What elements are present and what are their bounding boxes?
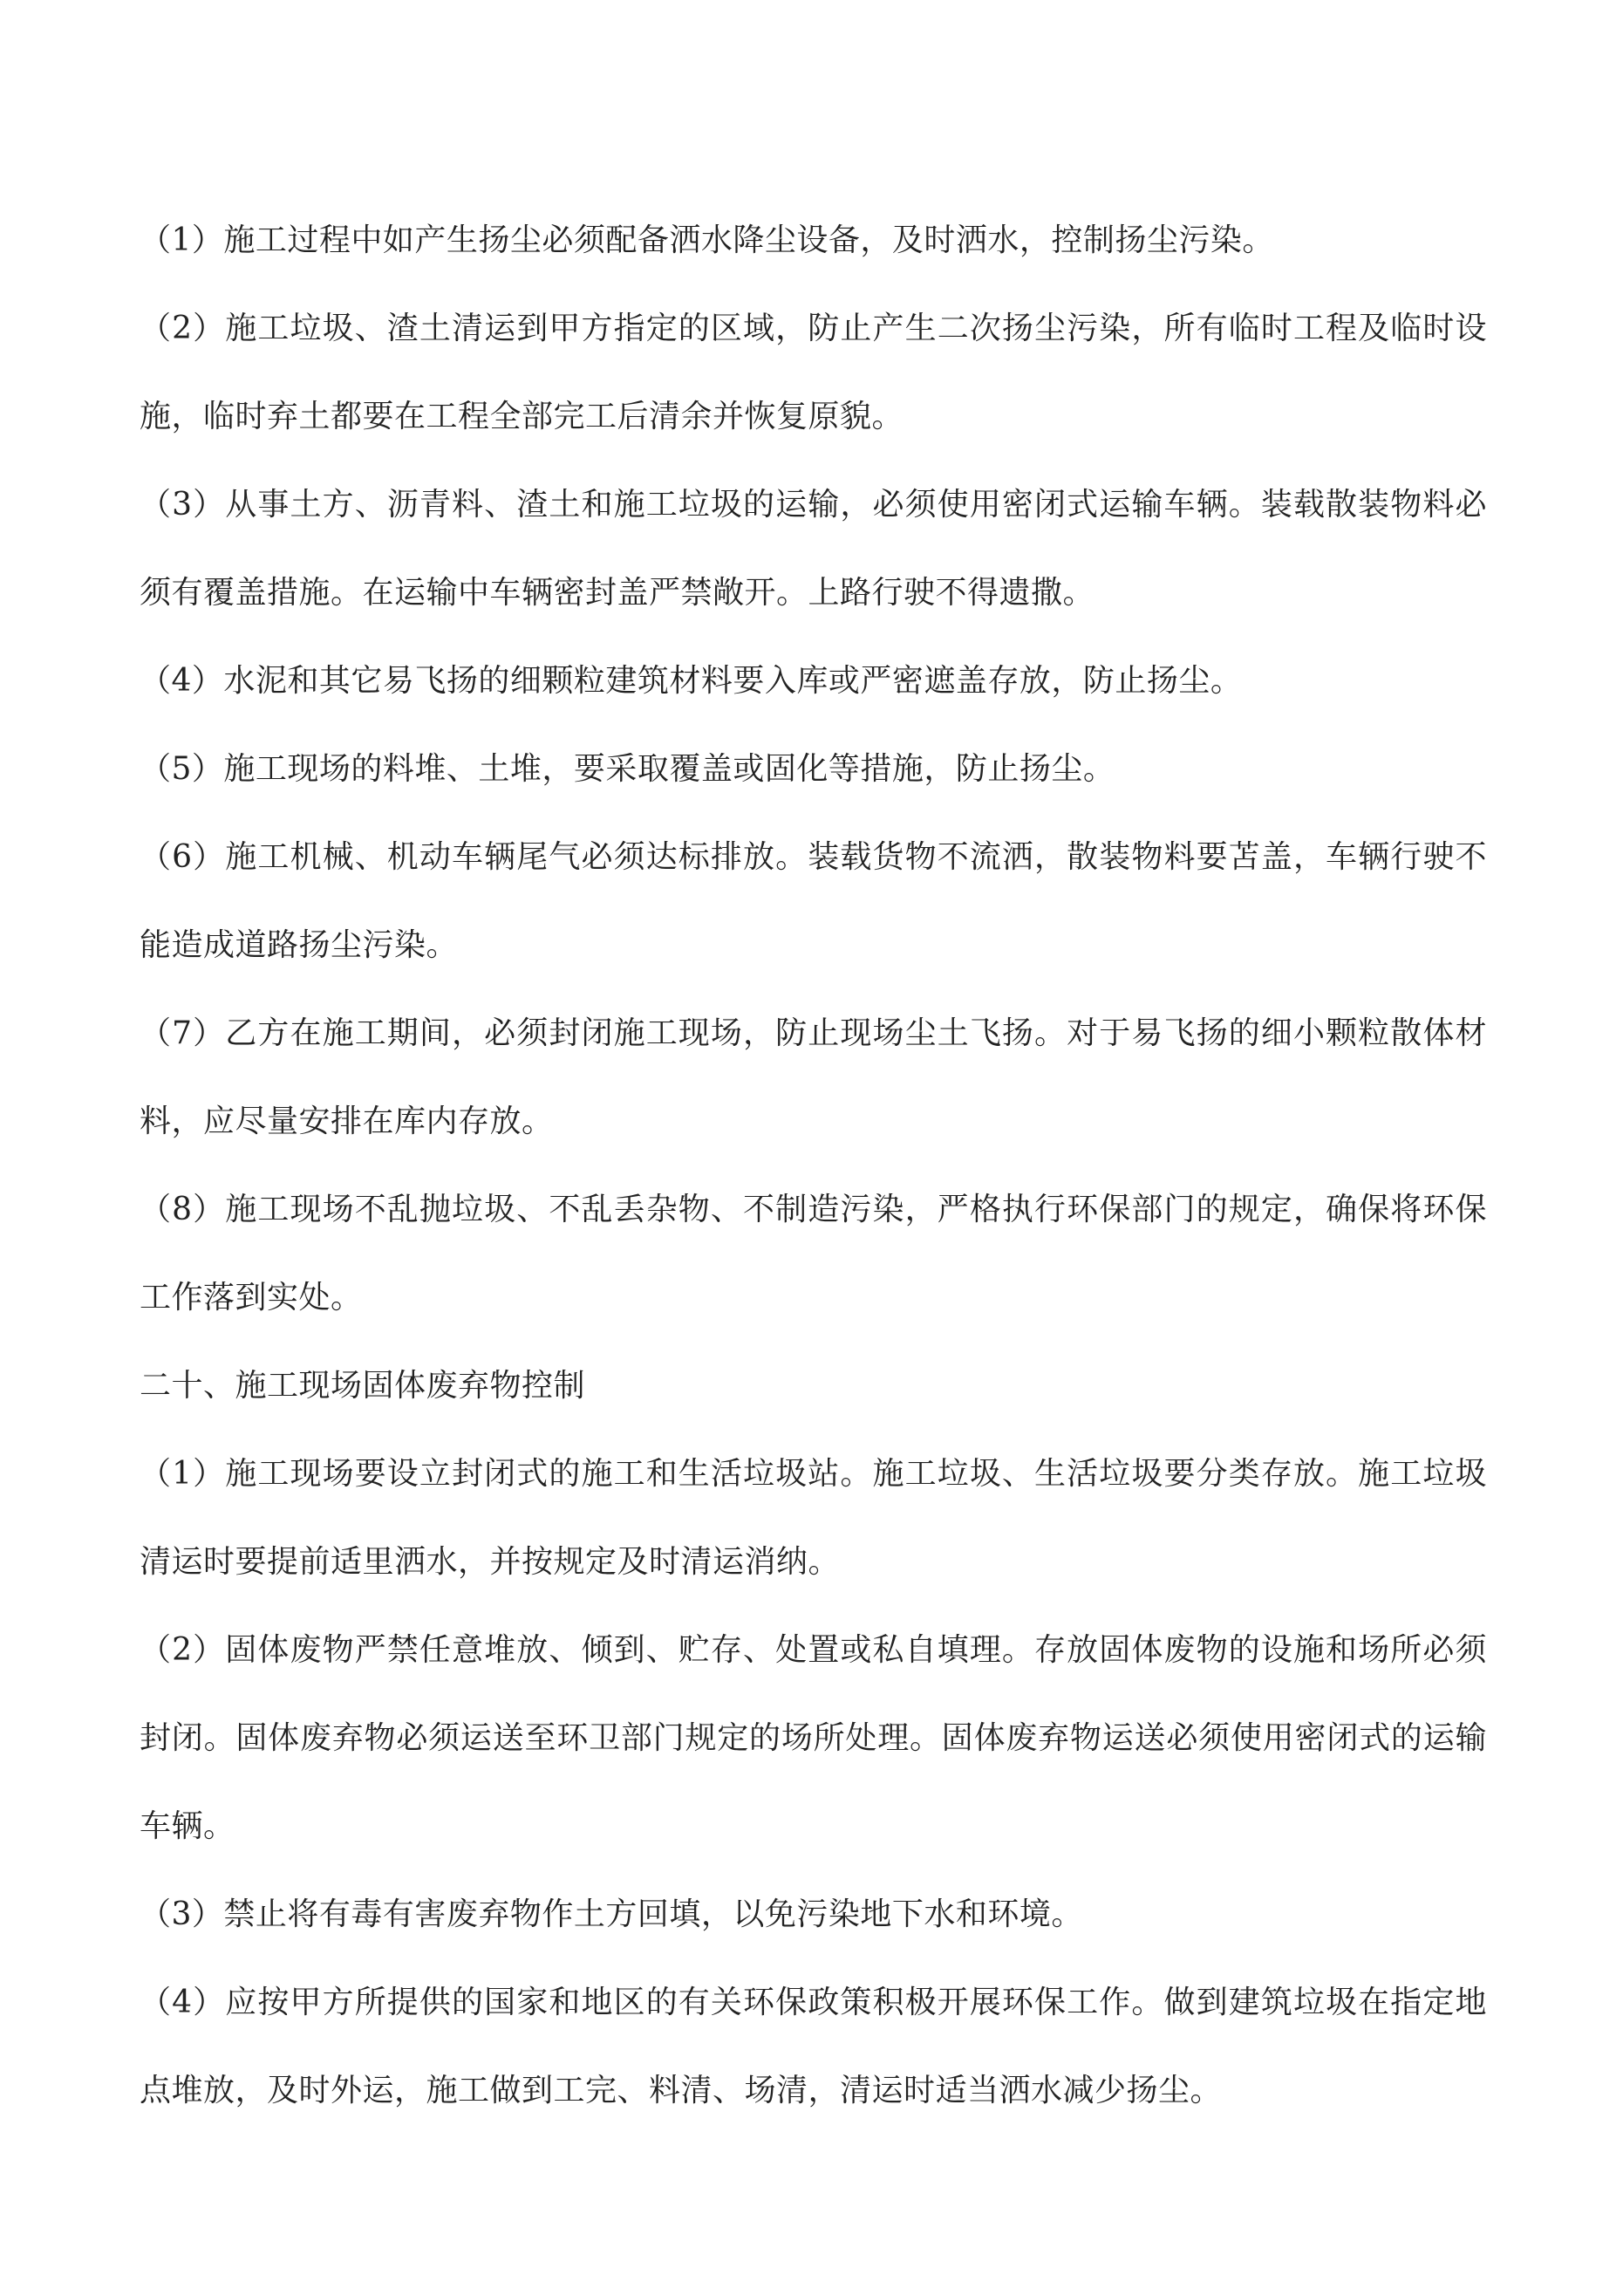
paragraph-site-enclosure: （7）乙方在施工期间，必须封闭施工现场，防止现场尘土飞扬。对于易飞扬的细小颗粒散体材料，应尽量安排在库内存放。 <box>140 1015 1487 1139</box>
paragraph-environmental-policy: （4）应按甲方所提供的国家和地区的有关环保政策积极开展环保工作。做到建筑垃圾在指定地点堆放，及时外运，施工做到工完、料清、场清，清运时适当洒水减少扬尘。 <box>140 1985 1487 2108</box>
paragraph-sealed-vehicles: （3）从事土方、沥青料、渣土和施工垃圾的运输，必须使用密闭式运输车辆。装载散装物料必须有覆盖措施。在运输中车辆密封盖严禁敞开。上路行驶不得遗撒。 <box>140 487 1487 611</box>
document-body <box>140 196 1487 2135</box>
paragraph-waste-transport: （2）施工垃圾、渣土清运到甲方指定的区域，防止产生二次扬尘污染，所有临时工程及临时设施，临时弃土都要在工程全部完工后清余并恢复原貌。 <box>140 311 1487 434</box>
paragraph-pile-cover: （5）施工现场的料堆、土堆，要采取覆盖或固化等措施，防止扬尘。 <box>140 751 1115 787</box>
paragraph-solid-waste: （2）固体废物严禁任意堆放、倾到、贮存、处置或私自填理。存放固体废物的设施和场所必须封闭。固体废弃物必须运送至环卫部门规定的场所处理。固体废弃物运送必须使用密闭式的运输车辆。 <box>140 1632 1487 1844</box>
paragraph-no-toxic-backfill: （3）禁止将有毒有害废弃物作土方回填，以免污染地下水和环境。 <box>140 1896 1083 1932</box>
paragraph-vehicle-emission: （6）施工机械、机动车辆尾气必须达标排放。装载货物不流洒，散装物料要苫盖，车辆行驶不能造成道路扬尘污染。 <box>140 839 1487 963</box>
paragraph-cement-storage: （4）水泥和其它易飞扬的细颗粒建筑材料要入库或严密遮盖存放，防止扬尘。 <box>140 663 1243 699</box>
paragraph-no-littering: （8）施工现场不乱抛垃圾、不乱丢杂物、不制造污染，严格执行环保部门的规定，确保将环保工作落到实处。 <box>140 1192 1487 1315</box>
paragraph-garbage-station: （1）施工现场要设立封闭式的施工和生活垃圾站。施工垃圾、生活垃圾要分类存放。施工垃圾清运时要提前适里洒水，并按规定及时清运消纳。 <box>140 1456 1487 1580</box>
section-heading: 二十、施工现场固体废弃物控制 <box>140 1368 586 1404</box>
paragraph-dust-equipment: （1）施工过程中如产生扬尘必须配备洒水降尘设备，及时洒水，控制扬尘污染。 <box>140 222 1274 258</box>
